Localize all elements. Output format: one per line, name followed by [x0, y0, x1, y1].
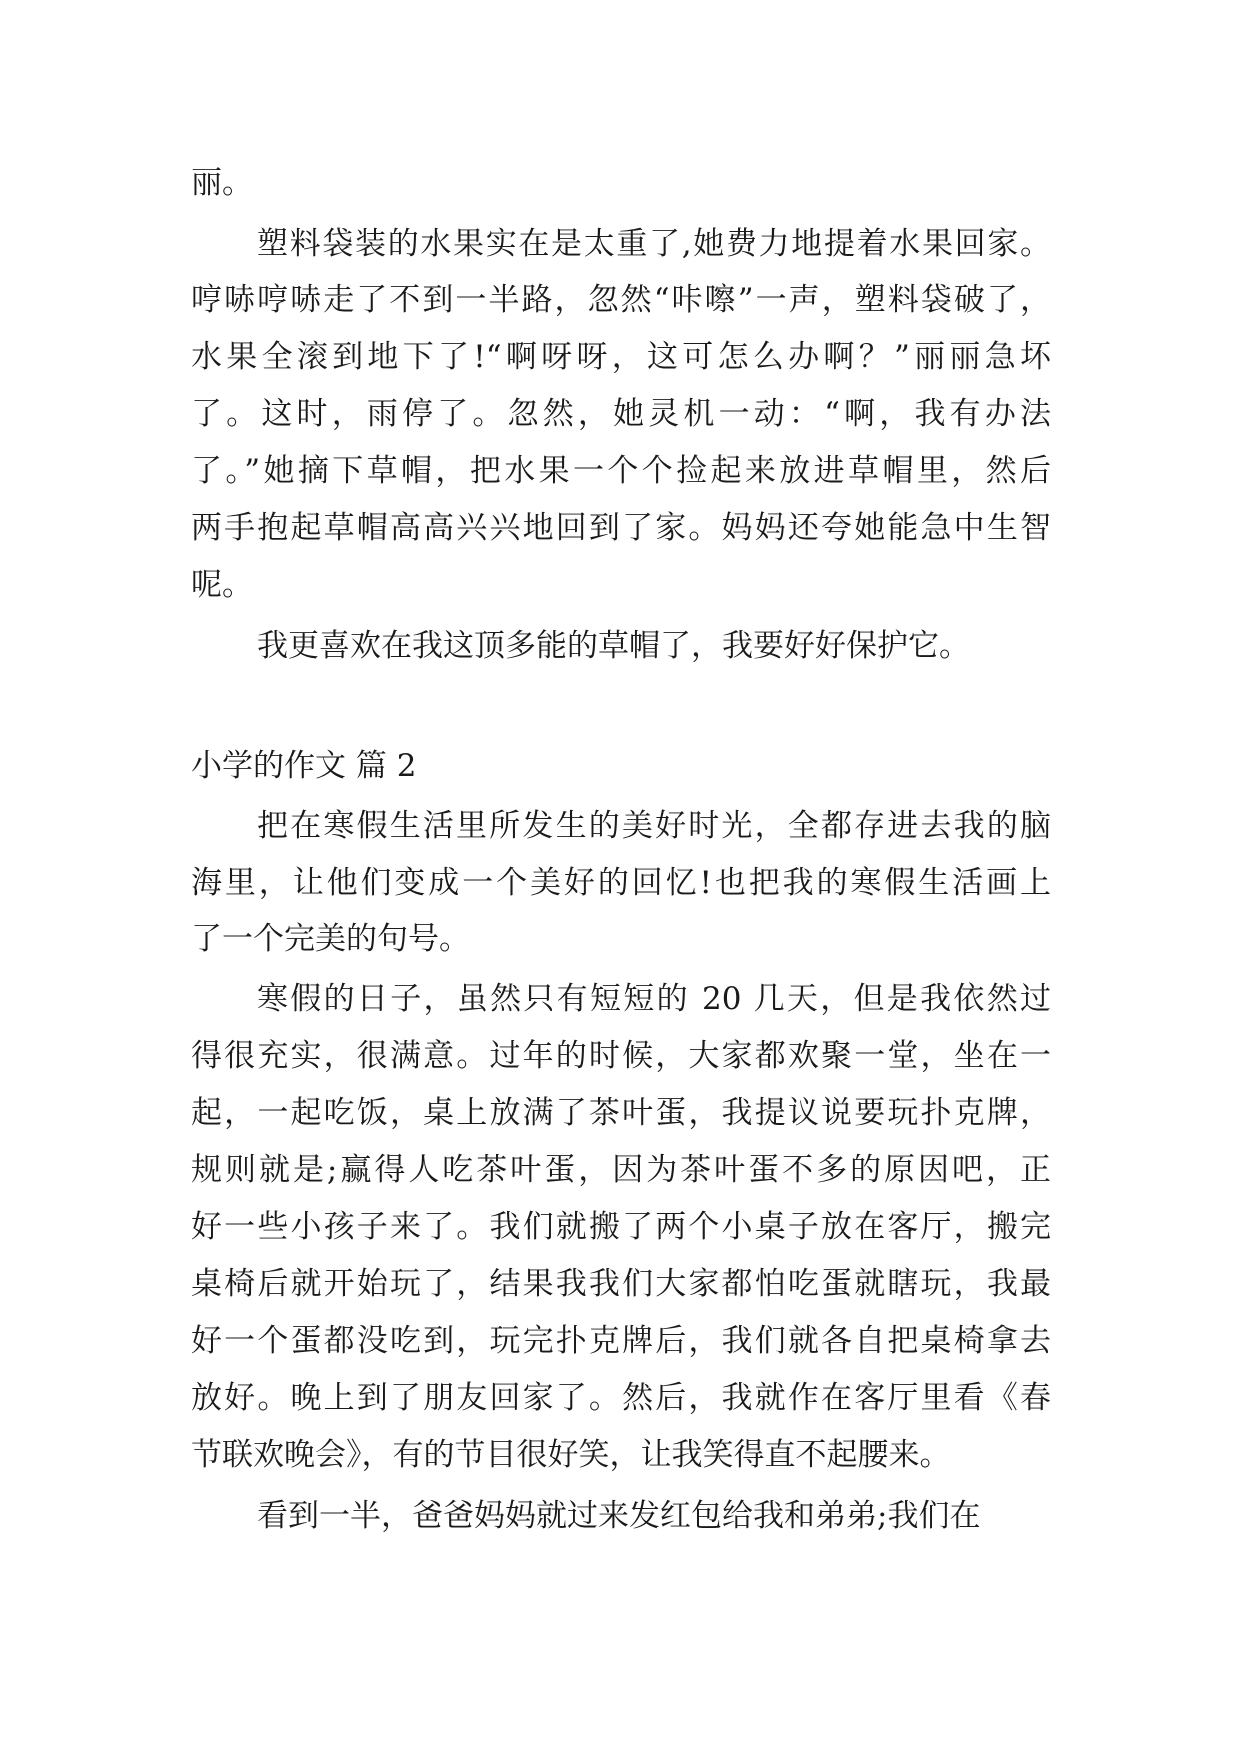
- paragraph-line: 放好。晚上到了朋友回家了。然后，我就作在客厅里看《春: [191, 1380, 1051, 1416]
- paragraph-line: 丽。: [191, 165, 253, 201]
- paragraph-line: 起，一起吃饭，桌上放满了茶叶蛋，我提议说要玩扑克牌，: [191, 1095, 1051, 1131]
- paragraph-line: 两手抱起草帽高高兴兴地回到了家。妈妈还夸她能急中生智: [191, 510, 1051, 546]
- paragraph-line: 呢。: [191, 567, 253, 603]
- paragraph-line: 规则就是;赢得人吃茶叶蛋，因为茶叶蛋不多的原因吧，正: [191, 1152, 1051, 1188]
- paragraph-line: 得很充实，很满意。过年的时候，大家都欢聚一堂，坐在一: [191, 1038, 1051, 1074]
- paragraph-line: 桌椅后就开始玩了，结果我我们大家都怕吃蛋就瞎玩，我最: [191, 1266, 1051, 1302]
- paragraph-line: 好一个蛋都没吃到，玩完扑克牌后，我们就各自把桌椅拿去: [191, 1323, 1051, 1359]
- paragraph-line: 看到一半，爸爸妈妈就过来发红包给我和弟弟;我们在: [257, 1498, 981, 1534]
- paragraph-line: 了一个完美的句号。: [191, 921, 470, 957]
- paragraph-line: 了。这时，雨停了。忽然，她灵机一动：“啊，我有办法: [191, 396, 1051, 432]
- paragraph-line: 哼哧哼哧走了不到一半路，忽然“咔嚓”一声，塑料袋破了，: [191, 282, 1051, 318]
- paragraph-line: 海里，让他们变成一个美好的回忆!也把我的寒假生活画上: [191, 865, 1051, 901]
- paragraph-line: 我更喜欢在我这顶多能的草帽了，我要好好保护它。: [257, 628, 970, 664]
- paragraph-line: 寒假的日子，虽然只有短短的 20 几天，但是我依然过: [257, 981, 1051, 1017]
- paragraph-line: 节联欢晚会》，有的节目很好笑，让我笑得直不起腰来。: [191, 1437, 951, 1473]
- paragraph-line: 把在寒假生活里所发生的美好时光，全都存进去我的脑: [257, 808, 1051, 844]
- paragraph-line: 塑料袋装的水果实在是太重了,她费力地提着水果回家。: [257, 226, 1051, 262]
- section-heading: 小学的作文 篇 2: [191, 748, 417, 784]
- paragraph-line: 好一些小孩子来了。我们就搬了两个小桌子放在客厅，搬完: [191, 1209, 1051, 1245]
- paragraph-line: 了。”她摘下草帽，把水果一个个捡起来放进草帽里，然后: [191, 453, 1051, 489]
- paragraph-line: 水果全滚到地下了!“啊呀呀，这可怎么办啊？”丽丽急坏: [191, 339, 1051, 375]
